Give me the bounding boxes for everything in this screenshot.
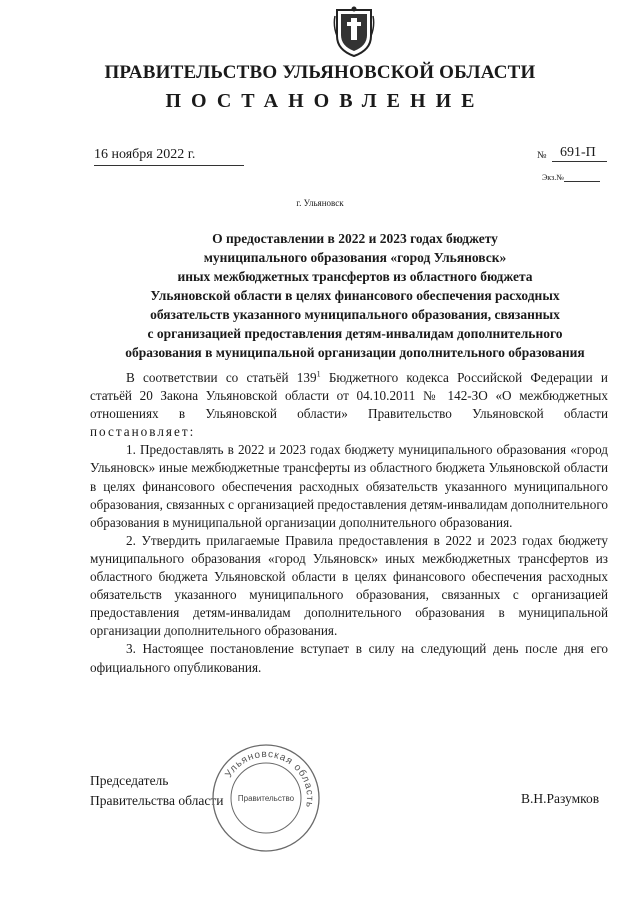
position-line-2: Правительства области (90, 793, 224, 808)
city-name: г. Ульяновск (296, 198, 344, 208)
government-title: ПРАВИТЕЛЬСТВО УЛЬЯНОВСКОЙ ОБЛАСТИ (104, 62, 536, 83)
subject-line: Ульяновской области в целях финансового обеспечения расходных (150, 288, 560, 303)
copy-number-label: Экз.№ (542, 173, 564, 182)
svg-text:Правительство: Правительство (237, 794, 295, 803)
subject-line: муниципального образования «город Ульяновск» (203, 250, 507, 265)
subject-line: обязательств указанного муниципального образования, связанных (150, 307, 560, 322)
number-sign: № (537, 150, 547, 161)
document-body (90, 369, 608, 677)
preamble-text-2: Бюджетного кодекса Российской Федерации и статьёй 20 Закона Ульяновской области от 04.10.2011 № 142-ЗО «О межбюджетных отношениях в Ульяновской области» Правительство Ульяновской области (90, 370, 608, 422)
official-seal (210, 742, 322, 854)
item-3-paragraph: 3. Настоящее постановление вступает в силу на следующий день после дня его официального опубликования. (90, 641, 608, 675)
subject-line: образования в муниципальной организации дополнительного образования (125, 345, 585, 360)
copy-number-field (542, 173, 600, 182)
document-date: 16 ноября 2022 г. (94, 147, 244, 166)
preamble-text-1: В соответствии со статьёй 139 (126, 370, 317, 385)
copy-number-line (564, 181, 600, 182)
coat-of-arms-icon (333, 6, 375, 58)
svg-text:Ульяновская область: Ульяновская область (223, 748, 316, 810)
subject-line: с организацией предоставления детям-инвалидам дополнительного (147, 326, 563, 341)
document-type: ПОСТАНОВЛЕНИЕ (165, 90, 485, 112)
signatory-position (90, 771, 223, 811)
decree-word: постановляет: (90, 424, 196, 440)
item-1-paragraph: 1. Предоставлять в 2022 и 2023 годах бюджету муниципального образования «город Ульяновск» иные межбюджетные трансферты из областного бюджета Ульяновской области в целях финансового обеспечения расходных обязательств указанного муниципального образования, связанных с организацией предоставления детям-инвалидам дополнительного образования в муниципальной организации дополнительного образования. (90, 442, 608, 530)
signatory-name: В.Н.Разумков (521, 791, 600, 806)
subject-line: О предоставлении в 2022 и 2023 годах бюджету (212, 231, 498, 246)
document-subject (98, 229, 612, 362)
preamble-paragraph (90, 369, 608, 441)
position-line-1: Председатель (90, 773, 169, 788)
document-number: 691-П (552, 145, 607, 162)
article-superscript: 1 (316, 369, 321, 379)
subject-line: иных межбюджетных трансфертов из областного бюджета (177, 269, 533, 284)
item-2-paragraph: 2. Утвердить прилагаемые Правила предоставления в 2022 и 2023 годах бюджету муниципального образования «город Ульяновск» иных межбюджетных трансфертов из областного бюджета Ульяновской области в целях финансового обеспечения расходных обязательств указанного муниципального образования, связанных с организацией предоставления детям-инвалидам дополнительного образования в муниципальной организации дополнительного образования. (90, 532, 608, 639)
